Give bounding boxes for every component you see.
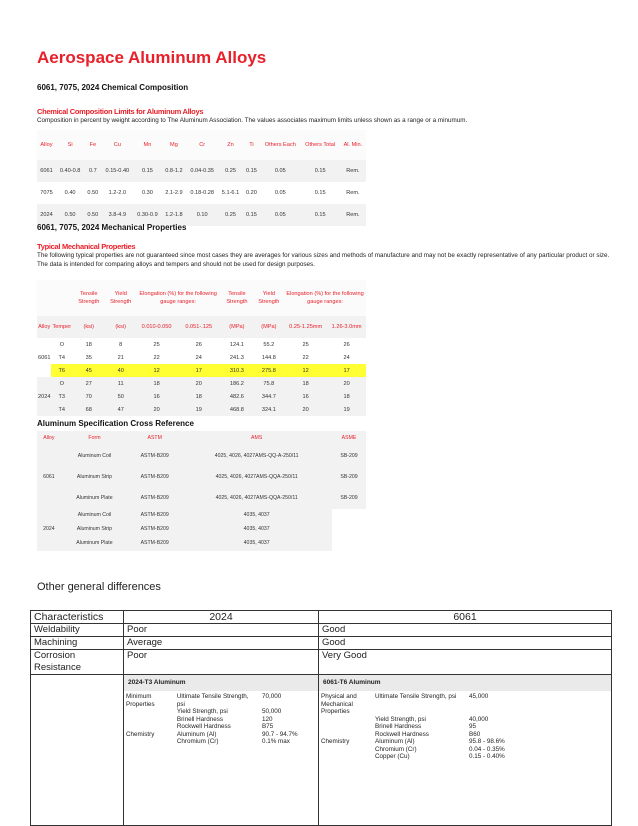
table-cell: 0.10 bbox=[196, 212, 208, 218]
group-header: Yield Strength bbox=[258, 291, 280, 305]
table-cell: 25 bbox=[302, 341, 309, 348]
composition-paragraph: Composition in percent by weight according to The Aluminum Association. The values associates maximum limits unless shown as a range or a minumum. bbox=[37, 117, 468, 124]
table-cell: 0.7 bbox=[88, 168, 97, 174]
table-cell: 22 bbox=[302, 354, 309, 361]
table-cell: 482.6 bbox=[229, 393, 244, 400]
temper-cell: O bbox=[59, 380, 64, 387]
table-row bbox=[37, 523, 366, 537]
table-cell: 26 bbox=[195, 341, 202, 348]
table-cell: Poor bbox=[124, 624, 319, 637]
group-header: Tensile Strength bbox=[226, 291, 248, 305]
table-cell: Aluminum Strip bbox=[61, 467, 128, 488]
property-cell bbox=[319, 746, 373, 754]
table-cell: 75.8 bbox=[263, 380, 275, 387]
table-row bbox=[37, 182, 366, 204]
table-cell: SB-209 bbox=[332, 467, 366, 488]
table-row bbox=[37, 351, 366, 364]
property-cell: Chromium (Cr) bbox=[176, 738, 219, 745]
box-title: 6061-T6 Aluminum bbox=[319, 675, 611, 691]
table-cell: 55.2 bbox=[263, 341, 275, 348]
table-cell: 0.50 bbox=[87, 190, 99, 196]
table-cell: SB-209 bbox=[332, 488, 366, 509]
group-header: Tensile Strength bbox=[78, 291, 100, 305]
property-cell bbox=[319, 731, 373, 739]
alloy-cell: 6061 bbox=[38, 354, 51, 361]
group-header: Elongation (%) for the following gauge ranges: bbox=[286, 291, 364, 305]
table-cell: 4035, 4037 bbox=[181, 509, 332, 523]
property-cell: Brinell Hardness bbox=[375, 723, 422, 730]
unit-header: 0.051-.125 bbox=[185, 324, 213, 330]
group-header: Yield Strength bbox=[110, 291, 132, 305]
table-cell: 310.3 bbox=[220, 364, 253, 377]
table-cell: 24 bbox=[343, 354, 350, 361]
table-cell: 0.15 bbox=[314, 168, 326, 174]
table-cell: Very Good bbox=[319, 650, 612, 675]
property-cell: Chemistry bbox=[321, 738, 350, 745]
table-row bbox=[37, 467, 366, 488]
table-cell: 12 bbox=[284, 364, 327, 377]
header-row bbox=[31, 611, 612, 624]
composition-limits-subheading: Chemical Composition Limits for Aluminum Alloys bbox=[37, 107, 204, 116]
properties-table bbox=[124, 693, 318, 746]
table-cell: 324.1 bbox=[261, 406, 276, 413]
table-cell: 8 bbox=[119, 341, 123, 348]
left-properties-box bbox=[124, 675, 319, 826]
table-row bbox=[37, 403, 366, 416]
column-header: Form bbox=[88, 434, 101, 441]
property-cell: 0.15 - 0.40% bbox=[469, 753, 505, 760]
table-cell: 18 bbox=[195, 393, 202, 400]
blank-cell bbox=[31, 675, 124, 826]
group-header-row bbox=[37, 280, 366, 316]
alloy-cell: 2024 bbox=[37, 509, 61, 551]
table-cell: 4035, 4037 bbox=[181, 537, 332, 551]
property-cell: Aluminum (Al) bbox=[375, 738, 415, 745]
table-cell: Weldability bbox=[31, 624, 124, 637]
blank-cell bbox=[37, 280, 51, 316]
property-row bbox=[319, 693, 531, 716]
table-cell: 16 bbox=[153, 393, 160, 400]
table-cell: 0.15 bbox=[314, 212, 326, 218]
property-cell: 50,000 bbox=[261, 708, 282, 715]
properties-table bbox=[319, 693, 531, 761]
table-cell: 26 bbox=[343, 341, 350, 348]
table-cell: 6061 bbox=[40, 168, 53, 174]
table-cell: Rem. bbox=[346, 212, 360, 218]
temper-cell: O bbox=[59, 341, 64, 348]
property-row bbox=[319, 738, 531, 746]
table-cell: 186.2 bbox=[229, 380, 244, 387]
table-cell: 0.18-0.28 bbox=[190, 190, 215, 196]
table-cell: 0.15 bbox=[314, 190, 326, 196]
table-cell: 68 bbox=[85, 406, 92, 413]
table-cell bbox=[332, 537, 366, 551]
column-header: Si bbox=[56, 130, 84, 160]
unit-header: (MPa) bbox=[229, 324, 245, 330]
blank-cell bbox=[51, 280, 72, 316]
column-header: ASME bbox=[341, 434, 357, 441]
table-cell: ASTM-B209 bbox=[128, 488, 181, 509]
unit-header: 0.25-1.25mm bbox=[289, 324, 323, 330]
property-cell: 95.8 - 98.6% bbox=[469, 738, 505, 745]
table-cell: Good bbox=[319, 637, 612, 650]
table-cell: 19 bbox=[343, 406, 350, 413]
table-cell: Aluminum Strip bbox=[61, 523, 128, 537]
alloy-cell: 2024 bbox=[38, 393, 51, 400]
table-cell: 35 bbox=[85, 354, 92, 361]
mechanical-properties-table bbox=[37, 280, 366, 416]
property-cell: Yield Strength, psi bbox=[176, 708, 228, 715]
property-cell: 0.04 - 0.35% bbox=[469, 745, 505, 753]
unit-header: (ksi) bbox=[83, 324, 95, 330]
table-cell bbox=[332, 509, 366, 523]
table-cell: 0.8-1.2 bbox=[165, 168, 183, 174]
property-cell bbox=[124, 708, 175, 716]
table-cell: 18 bbox=[343, 393, 350, 400]
table-cell: 17 bbox=[327, 364, 366, 377]
table-cell: 17 bbox=[177, 364, 220, 377]
spec-cross-reference-table bbox=[37, 431, 366, 551]
unit-header: 1.26-3.0mm bbox=[331, 324, 362, 330]
general-differences-heading: Other general differences bbox=[37, 581, 161, 593]
table-cell: 0.15 bbox=[141, 168, 153, 174]
table-cell: 0.15 bbox=[246, 168, 257, 174]
table-cell: Aluminum Plate bbox=[61, 537, 128, 551]
table-cell: Aluminum Plate bbox=[61, 488, 128, 509]
column-header: 2024 bbox=[124, 611, 319, 624]
temper-cell: T4 bbox=[58, 354, 66, 361]
unit-header: (ksi) bbox=[115, 324, 126, 330]
table-row bbox=[37, 377, 366, 390]
table-cell: 241.3 bbox=[229, 354, 244, 361]
table-cell: 18 bbox=[85, 341, 92, 348]
table-cell: 0.04-0.35 bbox=[190, 168, 215, 174]
box-title: 2024-T3 Aluminum bbox=[124, 675, 318, 691]
table-cell: 468.8 bbox=[229, 406, 244, 413]
table-cell: ASTM-B209 bbox=[128, 509, 181, 523]
column-header: 6061 bbox=[319, 611, 612, 624]
general-differences-table bbox=[30, 610, 612, 826]
chemical-composition-table bbox=[37, 130, 366, 226]
table-row bbox=[37, 446, 366, 467]
table-row bbox=[37, 509, 366, 523]
table-cell: 2024 bbox=[40, 212, 53, 218]
table-cell: 4035, 4037 bbox=[181, 523, 332, 537]
table-cell: 0.20 bbox=[246, 190, 257, 196]
temper-cell: T3 bbox=[58, 393, 66, 400]
table-cell: 25 bbox=[153, 341, 160, 348]
table-row bbox=[37, 338, 366, 351]
page-title: Aerospace Aluminum Alloys bbox=[37, 48, 267, 67]
table-cell: 275.8 bbox=[254, 364, 285, 377]
table-cell: SB-209 bbox=[332, 446, 366, 467]
table-cell: 7075 bbox=[40, 190, 53, 196]
property-cell: Brinell Hardness bbox=[176, 715, 224, 723]
table-cell: 1.2-2.0 bbox=[108, 190, 127, 196]
table-cell: 18 bbox=[302, 380, 309, 387]
property-cell: 45,000 bbox=[469, 693, 489, 700]
column-header: Alloy bbox=[37, 130, 56, 160]
property-cell: Rockwell Hardness bbox=[176, 723, 231, 730]
table-cell: ASTM-B209 bbox=[128, 467, 181, 488]
column-header: Others Each bbox=[260, 130, 300, 160]
table-cell: 0.40 bbox=[64, 190, 76, 196]
table-cell: Rem. bbox=[346, 168, 360, 174]
column-header: Ti bbox=[243, 130, 260, 160]
column-header: ASTM bbox=[147, 434, 162, 441]
table-row bbox=[37, 537, 366, 551]
table-row bbox=[37, 364, 366, 377]
unit-header: (MPa) bbox=[261, 324, 277, 330]
table-cell: 0.50 bbox=[64, 212, 76, 218]
table-cell: 70 bbox=[85, 393, 92, 400]
table-row bbox=[31, 637, 612, 650]
column-header: Cr bbox=[186, 130, 218, 160]
property-cell: B60 bbox=[469, 730, 481, 738]
group-header: Elongation (%) for the following gauge ranges: bbox=[139, 291, 217, 305]
table-cell: Average bbox=[124, 637, 319, 650]
table-row bbox=[31, 624, 612, 637]
table-cell: 0.05 bbox=[274, 190, 286, 196]
column-header: Cu bbox=[101, 130, 133, 160]
table-cell: 0.15-0.40 bbox=[105, 168, 130, 174]
table-cell: 0.25 bbox=[225, 212, 236, 218]
column-header: Characteristics bbox=[31, 611, 124, 624]
property-cell: Minimum Properties bbox=[126, 693, 155, 708]
property-cell: 90.7 - 94.7% bbox=[261, 730, 298, 738]
property-cell: Copper (Cu) bbox=[375, 753, 410, 760]
column-header: Zn bbox=[218, 130, 243, 160]
table-row bbox=[37, 488, 366, 509]
table-row bbox=[37, 390, 366, 403]
table-cell bbox=[332, 523, 366, 537]
table-cell: 0.25 bbox=[225, 168, 236, 174]
table-cell: Poor bbox=[124, 650, 319, 675]
right-properties-box bbox=[319, 675, 612, 826]
mechanical-paragraph: The following typical properties are not guaranteed since most cases they are averages for various sizes and methods of manufacture and may not be exactly representative of any particular product or size. The data is intended for comparing alloys and tempers and should not be used for design purposes. bbox=[37, 252, 610, 268]
property-row bbox=[319, 731, 531, 739]
table-cell: 20 bbox=[195, 380, 202, 387]
typical-mechanical-subheading: Typical Mechanical Properties bbox=[37, 242, 136, 251]
table-cell: Rem. bbox=[346, 190, 360, 196]
property-cell: Ultimate Tensile Strength, psi bbox=[176, 693, 249, 708]
property-cell: Ultimate Tensile Strength, psi bbox=[375, 693, 457, 700]
property-row bbox=[319, 723, 531, 731]
property-row bbox=[124, 693, 318, 708]
table-cell: 45 bbox=[72, 364, 105, 377]
table-row bbox=[37, 160, 366, 182]
table-cell: Machining bbox=[31, 637, 124, 650]
table-cell: 0.05 bbox=[274, 168, 286, 174]
property-cell: Rockwell Hardness bbox=[375, 730, 429, 738]
property-cell bbox=[124, 723, 175, 731]
property-cell: Chemistry bbox=[126, 730, 155, 738]
property-cell: Physical and Mechanical Properties bbox=[321, 693, 357, 715]
table-cell: 47 bbox=[117, 406, 124, 413]
property-cell: 95 bbox=[469, 723, 477, 730]
table-cell: 0.30-0.9 bbox=[137, 212, 158, 218]
table-cell: 12 bbox=[136, 364, 177, 377]
table-cell: 124.1 bbox=[229, 341, 244, 348]
table-cell: 0.50 bbox=[87, 212, 99, 218]
table-cell: 16 bbox=[302, 393, 309, 400]
table-cell: 20 bbox=[153, 406, 160, 413]
table-cell: ASTM-B209 bbox=[128, 537, 181, 551]
property-row bbox=[124, 723, 318, 731]
table-cell: 50 bbox=[117, 393, 124, 400]
table-cell: ASTM-B209 bbox=[128, 446, 181, 467]
property-cell: Yield Strength, psi bbox=[375, 715, 426, 723]
property-cell bbox=[124, 716, 175, 724]
table-cell: 4025, 4026, 4027AMS-QQA-250/11 bbox=[181, 467, 332, 488]
table-cell: 11 bbox=[117, 380, 124, 387]
table-cell: 2.1-2.9 bbox=[165, 190, 183, 196]
temper-cell: T6 bbox=[51, 364, 72, 377]
table-row bbox=[31, 650, 612, 675]
table-cell: Aluminum Coil bbox=[61, 509, 128, 523]
property-cell bbox=[319, 753, 373, 761]
units-row bbox=[37, 316, 366, 338]
alloy-cell: 6061 bbox=[37, 446, 61, 509]
property-row bbox=[319, 746, 531, 754]
column-header: AMS bbox=[251, 434, 263, 441]
table-cell: 5.1-6.1 bbox=[221, 190, 240, 196]
table-cell: 0.30 bbox=[141, 190, 153, 196]
table-cell: 3.8-4.9 bbox=[108, 212, 127, 218]
table-cell: 40 bbox=[105, 364, 136, 377]
table-cell: ASTM-B209 bbox=[128, 523, 181, 537]
property-cell: 120 bbox=[261, 715, 273, 723]
property-row bbox=[124, 716, 318, 724]
table-cell: 4025, 4026, 4027AMS-QQ-A-250/11 bbox=[181, 446, 332, 467]
table-cell: 144.8 bbox=[261, 354, 276, 361]
unit-header: 0.010-0.050 bbox=[141, 324, 172, 330]
property-cell: B75 bbox=[261, 723, 274, 730]
table-cell: 4025, 4026, 4027AMS-QQA-250/11 bbox=[181, 488, 332, 509]
property-cell: Aluminum (Al) bbox=[176, 730, 217, 738]
table-cell: 344.7 bbox=[261, 393, 276, 400]
table-cell: 0.05 bbox=[274, 212, 286, 218]
unit-header: Temper bbox=[52, 324, 72, 330]
table-cell: 1.2-1.8 bbox=[165, 212, 183, 218]
property-row bbox=[319, 716, 531, 724]
column-header: Fe bbox=[84, 130, 101, 160]
table-cell: 22 bbox=[153, 354, 160, 361]
column-header: Mg bbox=[162, 130, 187, 160]
column-header: Alloy bbox=[43, 434, 55, 441]
table-cell: 20 bbox=[343, 380, 350, 387]
property-row bbox=[124, 731, 318, 739]
property-cell: 40,000 bbox=[469, 715, 489, 723]
table-cell: 18 bbox=[153, 380, 160, 387]
table-cell: 19 bbox=[195, 406, 202, 413]
table-cell: 21 bbox=[117, 354, 124, 361]
table-cell: 0.15 bbox=[246, 212, 257, 218]
mechanical-properties-heading: 6061, 7075, 2024 Mechanical Properties bbox=[37, 223, 187, 232]
table-cell: 27 bbox=[85, 380, 92, 387]
table-cell: 20 bbox=[302, 406, 309, 413]
property-cell: Chromium (Cr) bbox=[375, 745, 417, 753]
property-row bbox=[124, 708, 318, 716]
chemical-composition-heading: 6061, 7075, 2024 Chemical Composition bbox=[37, 83, 189, 92]
property-row bbox=[319, 753, 531, 761]
table-cell: 24 bbox=[195, 354, 202, 361]
property-cell bbox=[319, 716, 373, 724]
table-cell: 0.40-0.8 bbox=[59, 168, 81, 174]
column-header-row bbox=[37, 431, 366, 446]
property-cell bbox=[124, 738, 175, 746]
column-header: Al. Min. bbox=[340, 130, 366, 160]
detail-row bbox=[31, 675, 612, 826]
property-cell bbox=[319, 723, 373, 731]
property-row bbox=[124, 738, 318, 746]
table-cell: Aluminum Coil bbox=[61, 446, 128, 467]
spec-cross-reference-heading: Aluminum Specification Cross Reference bbox=[37, 419, 194, 428]
property-cell: 0.1% max bbox=[261, 738, 290, 745]
column-header: Others Total bbox=[301, 130, 340, 160]
unit-header: Alloy bbox=[38, 324, 51, 330]
property-cell: 70,000 bbox=[261, 693, 282, 700]
column-header: Mn bbox=[133, 130, 161, 160]
temper-cell: T4 bbox=[58, 406, 66, 413]
table-cell: Good bbox=[319, 624, 612, 637]
table-cell: Corrosion Resistance bbox=[31, 650, 124, 675]
